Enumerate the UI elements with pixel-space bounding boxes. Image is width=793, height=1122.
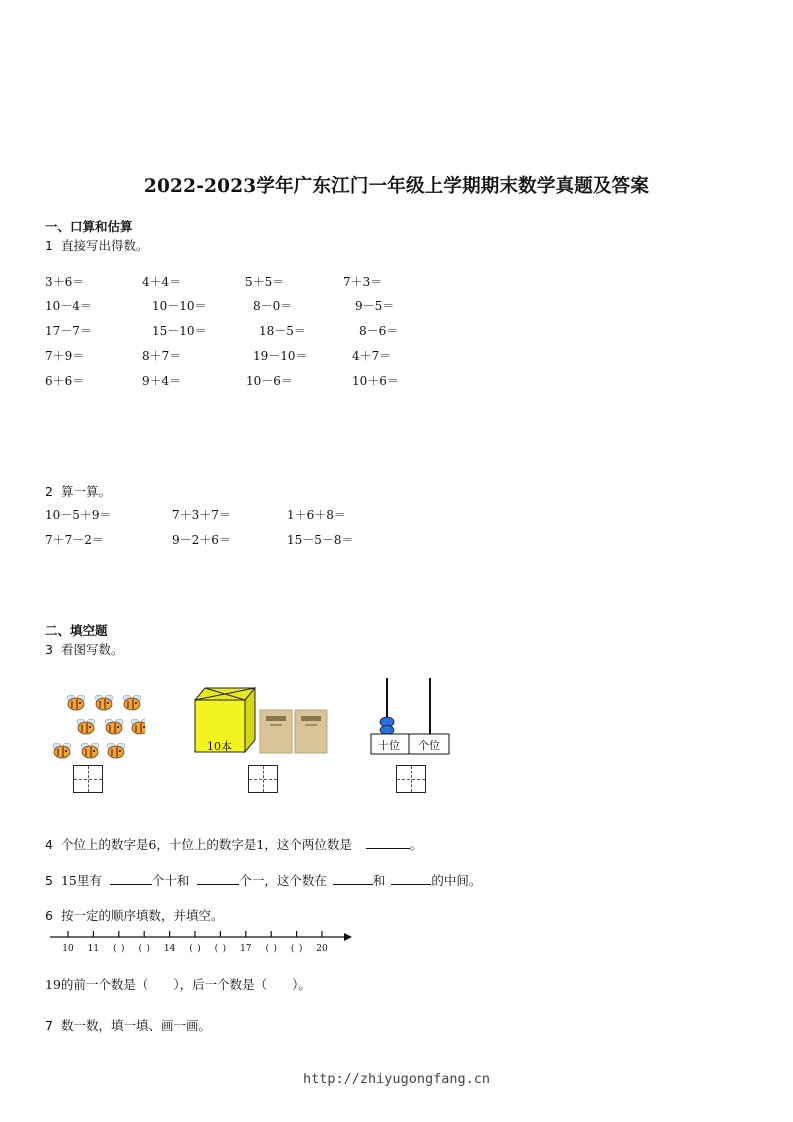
equation: 1＋6＋8＝ [287, 508, 346, 522]
question-4 [45, 835, 422, 853]
number-line-blank-paren: ( [113, 944, 117, 954]
bee-icon [81, 743, 99, 758]
bee-icon [67, 695, 85, 710]
bee-icon [107, 743, 125, 758]
number-line [48, 926, 354, 956]
box-label: 10本 [207, 740, 232, 753]
question-number: 7 [45, 1018, 53, 1033]
equation: 9－2＋6＝ [172, 533, 231, 547]
abacus-tens-label: 十位 [378, 739, 400, 752]
equation: 17－7＝ [45, 324, 92, 338]
number-line-label: 11 [87, 944, 100, 954]
equation: 4＋4＝ [142, 275, 182, 289]
number-line-blank-paren: ) [121, 944, 125, 954]
number-line-label: 14 [163, 944, 176, 954]
question-text: 个位上的数字是6，十位上的数字是1，这个两位数是 [60, 837, 352, 852]
answer-blank[interactable] [333, 872, 373, 885]
abacus-ones-label: 个位 [418, 739, 440, 752]
question-text: 个一，这个数在 [239, 873, 327, 888]
question-prompt: 直接写出得数。 [60, 238, 149, 253]
equation: 18－5＝ [259, 324, 306, 338]
arrow-right-icon [344, 933, 352, 941]
number-line-blank-paren: ) [273, 944, 277, 954]
question-number: 1 [45, 238, 53, 253]
equation: 19－10＝ [253, 349, 308, 363]
question-number: 5 [45, 873, 53, 888]
question-prompt: 算一算。 [60, 484, 111, 499]
number-line-blank-paren: ) [197, 944, 201, 954]
equation: 8－0＝ [253, 299, 293, 313]
answer-blank[interactable] [366, 836, 410, 849]
equation: 9＋4＝ [142, 374, 182, 388]
answer-blank[interactable] [391, 872, 431, 885]
section-heading-2: 二、填空题 [45, 623, 108, 638]
equation: 15－10＝ [152, 324, 207, 338]
section-heading-1: 一、口算和估算 [45, 219, 133, 234]
question-number: 3 [45, 642, 53, 657]
equation: 4＋7＝ [352, 349, 392, 363]
equation: 6＋6＝ [45, 374, 85, 388]
equation: 15－5－8＝ [287, 533, 354, 547]
equation: 7＋3＝ [343, 275, 383, 289]
number-line-blank-paren: ( [290, 944, 295, 954]
footer-url[interactable]: http://zhiyugongfang.cn [303, 1071, 490, 1087]
answer-grid[interactable] [396, 765, 426, 793]
question-text: 15里有 [60, 873, 102, 888]
question-number: 6 [45, 908, 53, 923]
box-side [245, 688, 255, 752]
equation: 5＋5＝ [245, 275, 285, 289]
question-prompt: 看图写数。 [60, 642, 124, 657]
question-number: 4 [45, 837, 53, 852]
abacus-bead [380, 726, 394, 735]
question-1 [45, 236, 148, 254]
equation: 7＋7－2＝ [45, 533, 104, 547]
equation: 10－6＝ [246, 374, 293, 388]
number-line-label: 17 [240, 944, 252, 954]
bee-icon [95, 695, 113, 710]
question-prompt: 数一数，填一填、画一画。 [60, 1018, 211, 1033]
bees-picture [45, 684, 145, 764]
equation: 7＋9＝ [45, 349, 85, 363]
number-line-label: 20 [316, 944, 328, 954]
bee-icon [131, 719, 145, 734]
question-7 [45, 1016, 211, 1034]
question-text: 的中间。 [431, 873, 482, 888]
page-title: 2022-2023学年广东江门一年级上学期期末数学真题及答案 [143, 176, 650, 197]
bee-icon [105, 719, 123, 734]
bee-icon [53, 743, 71, 758]
question-5 [45, 871, 481, 889]
question-number: 2 [45, 484, 53, 499]
number-line-blank-paren: ( [138, 944, 142, 954]
equation: 10－5＋9＝ [45, 508, 112, 522]
answer-grid[interactable] [73, 765, 103, 793]
answer-grid[interactable] [248, 765, 278, 793]
answer-blank[interactable] [110, 872, 152, 885]
question-6 [45, 906, 223, 924]
bee-icon-group [53, 695, 145, 758]
equation: 8＋7＝ [142, 349, 182, 363]
number-line-label: 10 [62, 944, 74, 954]
question-6-follow: 19的前一个数是（ ），后一个数是（ ）。 [45, 977, 311, 992]
question-text: 和 [372, 873, 386, 888]
question-text: 个十和 [151, 873, 190, 888]
number-line-blank-paren: ( [265, 944, 269, 954]
equation: 10＋6＝ [352, 374, 399, 388]
equation: 3＋6＝ [45, 275, 85, 289]
bee-icon [123, 695, 141, 710]
question-prompt: 按一定的顺序填数，并填空。 [60, 908, 224, 923]
answer-blank[interactable] [197, 872, 239, 885]
equation: 7＋3＋7＝ [172, 508, 231, 522]
equation: 10－4＝ [45, 299, 92, 313]
question-text-end: 。 [409, 837, 423, 852]
question-2 [45, 482, 111, 500]
question-3 [45, 640, 123, 658]
equation: 9－5＝ [355, 299, 395, 313]
number-line-blank-paren: ) [222, 944, 227, 954]
equation: 10－10＝ [152, 299, 207, 313]
number-line-blank-paren: ) [146, 944, 150, 954]
equation: 8－6＝ [359, 324, 399, 338]
number-line-blank-paren: ) [298, 944, 303, 954]
number-line-blank-paren: ( [189, 944, 193, 954]
number-line-blank-paren: ( [214, 944, 219, 954]
bee-icon [77, 719, 95, 734]
